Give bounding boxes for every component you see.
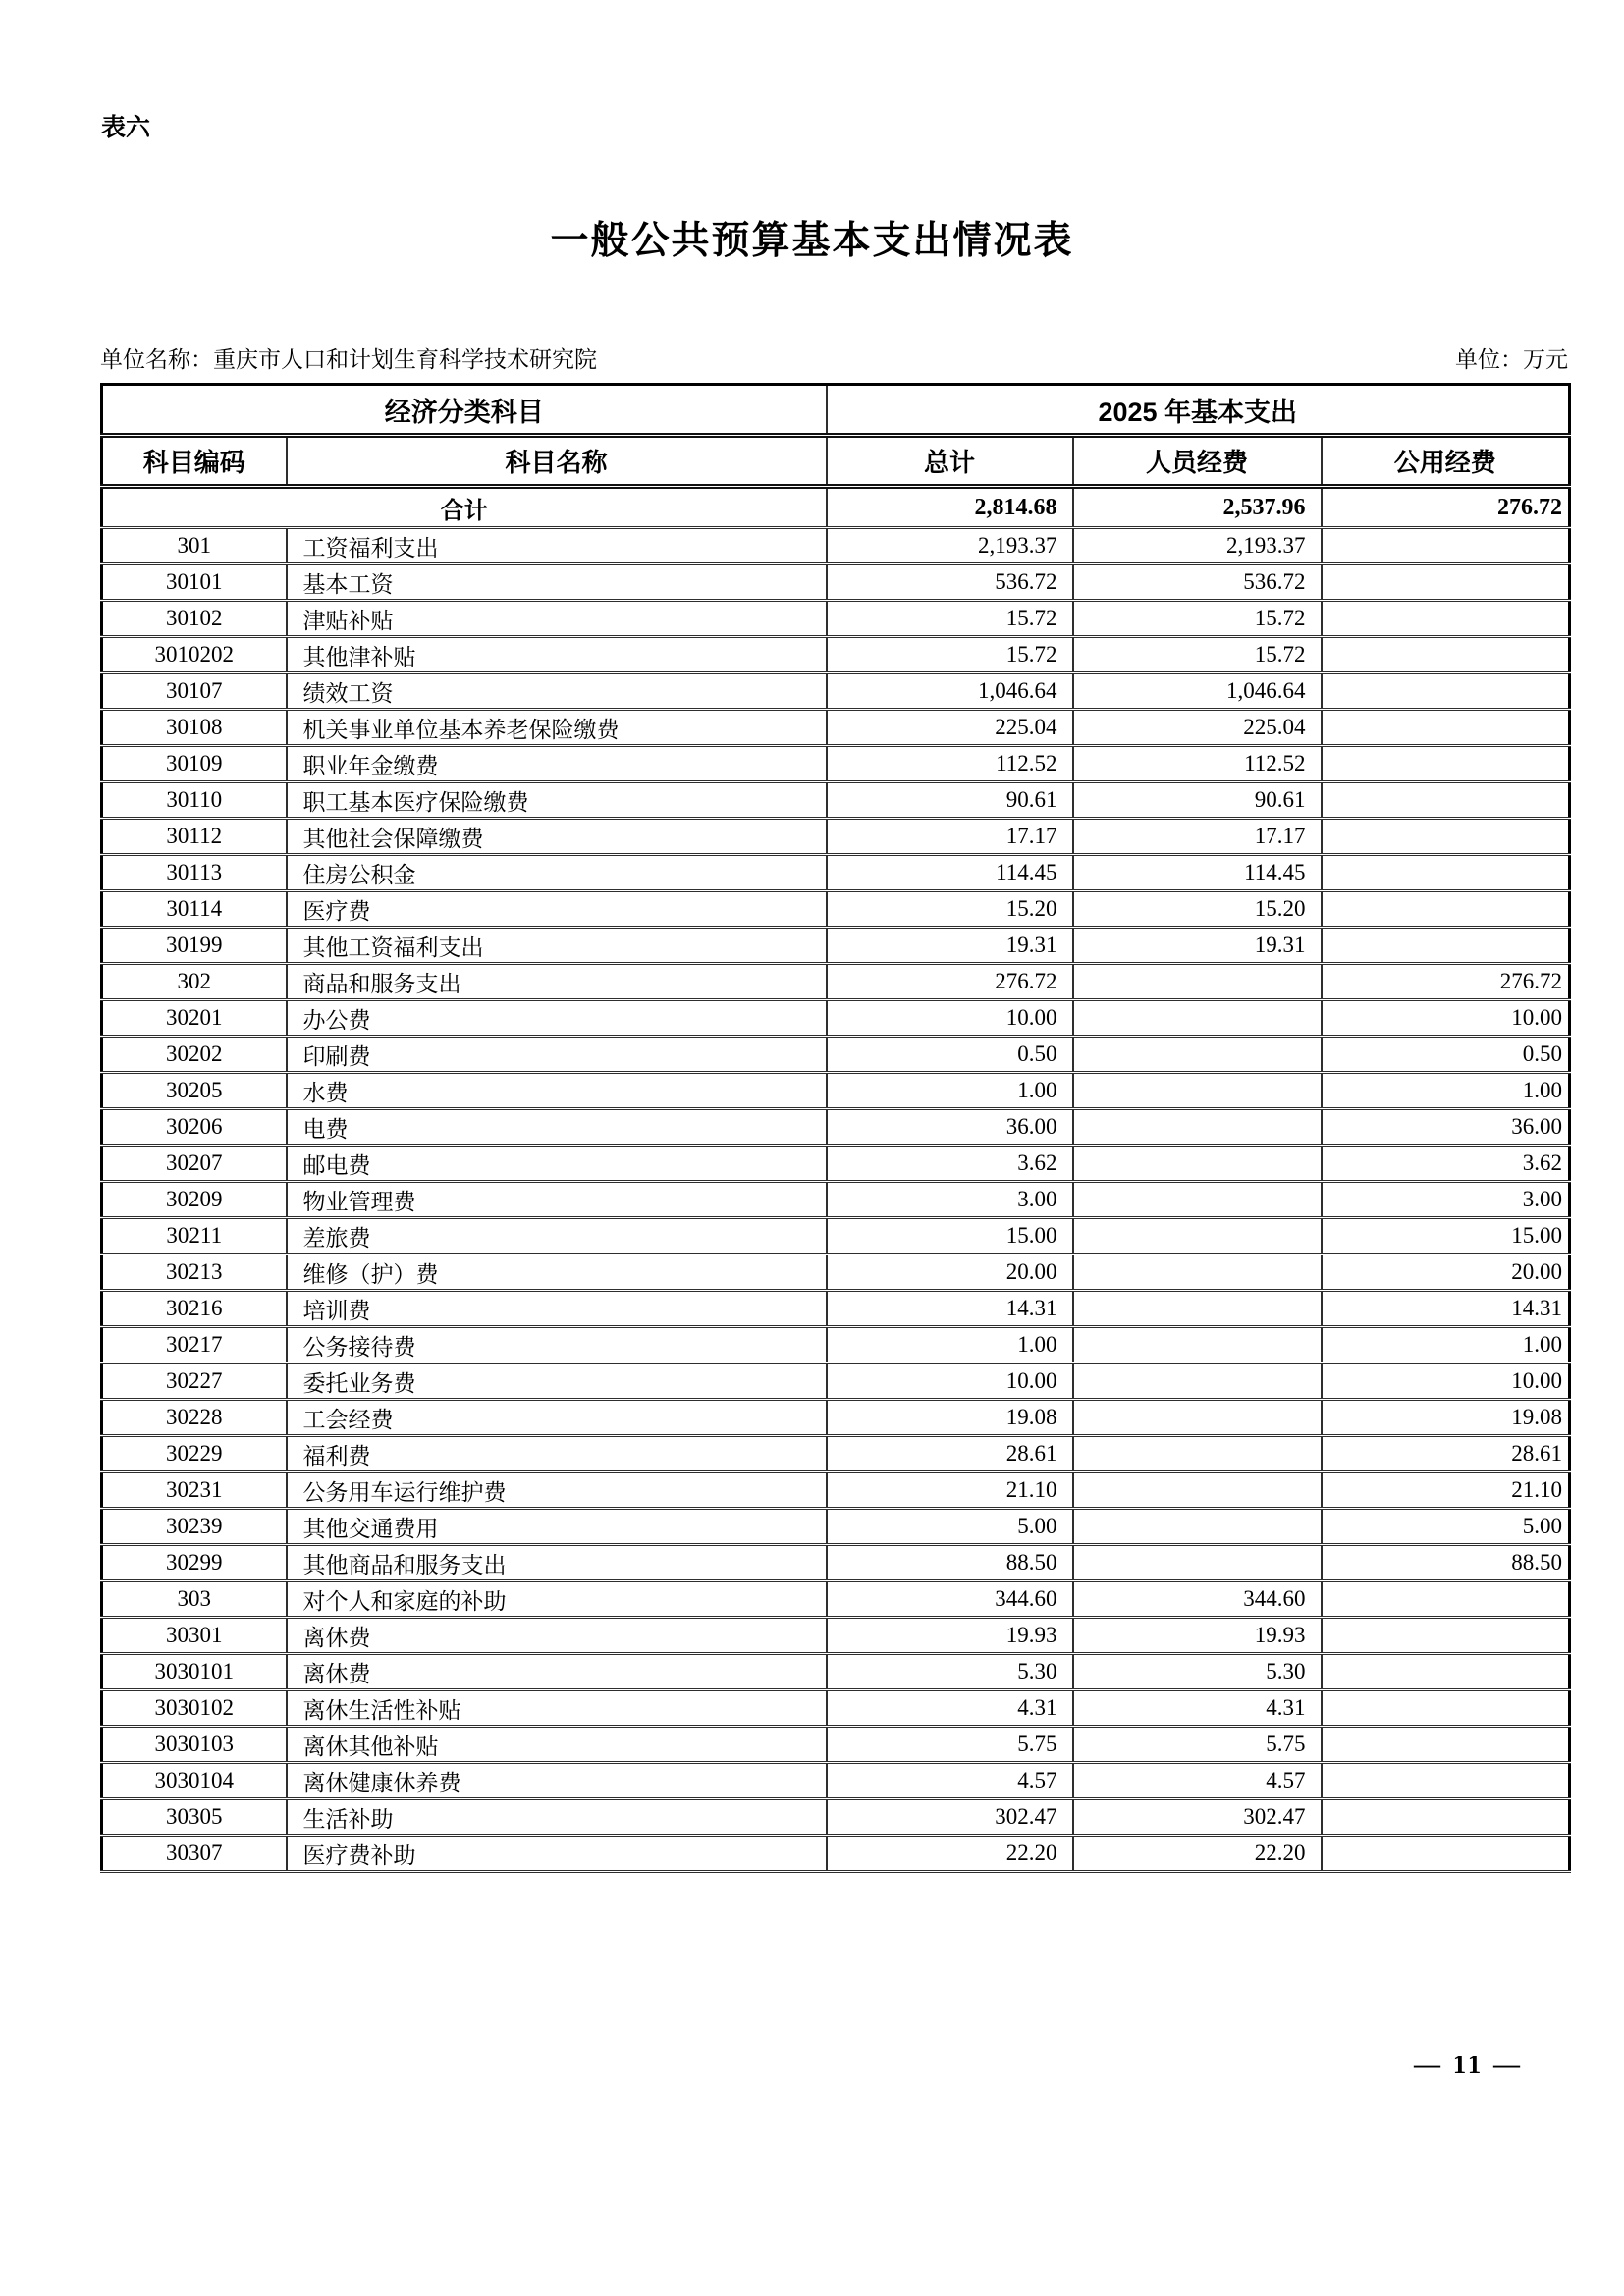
table-row bbox=[102, 1218, 1570, 1255]
unit-name-label: 单位名称：重庆市人口和计划生育科学技术研究院 bbox=[100, 347, 597, 372]
cell-personnel-funds: 302.47 bbox=[1073, 1799, 1322, 1836]
cell-subject-name: 公务用车运行维护费 bbox=[287, 1472, 827, 1509]
table-row bbox=[102, 855, 1570, 891]
cell-subject-code: 30202 bbox=[102, 1037, 287, 1073]
cell-personnel-funds bbox=[1073, 1327, 1322, 1363]
cell-total: 1.00 bbox=[827, 1073, 1073, 1109]
cell-total: 302.47 bbox=[827, 1799, 1073, 1836]
cell-total: 114.45 bbox=[827, 855, 1073, 891]
table-row bbox=[102, 964, 1570, 1000]
cell-subject-code: 30102 bbox=[102, 601, 287, 637]
cell-total: 14.31 bbox=[827, 1291, 1073, 1327]
table-row bbox=[102, 891, 1570, 928]
cell-public-funds: 19.08 bbox=[1322, 1400, 1570, 1436]
cell-subject-name: 印刷费 bbox=[287, 1037, 827, 1073]
cell-total: 5.75 bbox=[827, 1727, 1073, 1763]
cell-public-funds: 15.00 bbox=[1322, 1218, 1570, 1255]
table-row bbox=[102, 1545, 1570, 1581]
cell-subject-name: 基本工资 bbox=[287, 564, 827, 601]
cell-personnel-funds bbox=[1073, 1182, 1322, 1218]
cell-personnel-funds bbox=[1073, 1509, 1322, 1545]
table-row bbox=[102, 1291, 1570, 1327]
cell-public-funds: 88.50 bbox=[1322, 1545, 1570, 1581]
cell-subject-code: 3010202 bbox=[102, 637, 287, 673]
cell-total: 4.31 bbox=[827, 1690, 1073, 1727]
cell-subject-name: 电费 bbox=[287, 1109, 827, 1146]
cell-public-funds: 14.31 bbox=[1322, 1291, 1570, 1327]
cell-subject-name: 其他工资福利支出 bbox=[287, 928, 827, 964]
table-row bbox=[102, 928, 1570, 964]
cell-subject-name: 差旅费 bbox=[287, 1218, 827, 1255]
table-row bbox=[102, 1836, 1570, 1872]
cell-subject-code: 30199 bbox=[102, 928, 287, 964]
cell-subject-code: 30207 bbox=[102, 1146, 287, 1182]
cell-subject-name: 公务接待费 bbox=[287, 1327, 827, 1363]
cell-personnel-funds: 112.52 bbox=[1073, 746, 1322, 782]
cell-public-funds bbox=[1322, 1727, 1570, 1763]
cell-total: 344.60 bbox=[827, 1581, 1073, 1618]
cell-subject-code: 30299 bbox=[102, 1545, 287, 1581]
cell-total: 10.00 bbox=[827, 1363, 1073, 1400]
cell-subject-code: 30229 bbox=[102, 1436, 287, 1472]
table-row bbox=[102, 1763, 1570, 1799]
total-row bbox=[102, 487, 1570, 528]
table-row bbox=[102, 1727, 1570, 1763]
cell-total: 21.10 bbox=[827, 1472, 1073, 1509]
cell-subject-code: 30216 bbox=[102, 1291, 287, 1327]
cell-subject-code: 30231 bbox=[102, 1472, 287, 1509]
cell-public-funds bbox=[1322, 855, 1570, 891]
cell-public-funds: 1.00 bbox=[1322, 1327, 1570, 1363]
cell-total-personnel: 2,537.96 bbox=[1073, 487, 1322, 528]
table-row bbox=[102, 1255, 1570, 1291]
cell-personnel-funds: 114.45 bbox=[1073, 855, 1322, 891]
cell-personnel-funds: 344.60 bbox=[1073, 1581, 1322, 1618]
cell-subject-name: 其他交通费用 bbox=[287, 1509, 827, 1545]
cell-personnel-funds: 15.72 bbox=[1073, 601, 1322, 637]
cell-subject-code: 30110 bbox=[102, 782, 287, 819]
cell-subject-name: 职工基本医疗保险缴费 bbox=[287, 782, 827, 819]
cell-personnel-funds bbox=[1073, 1146, 1322, 1182]
cell-total: 1.00 bbox=[827, 1327, 1073, 1363]
cell-subject-name: 生活补助 bbox=[287, 1799, 827, 1836]
cell-subject-name: 医疗费补助 bbox=[287, 1836, 827, 1872]
cell-total: 15.00 bbox=[827, 1218, 1073, 1255]
cell-personnel-funds: 4.31 bbox=[1073, 1690, 1322, 1727]
cell-subject-code: 30109 bbox=[102, 746, 287, 782]
cell-subject-name: 委托业务费 bbox=[287, 1363, 827, 1400]
cell-total: 5.00 bbox=[827, 1509, 1073, 1545]
cell-public-funds: 20.00 bbox=[1322, 1255, 1570, 1291]
cell-subject-name: 职业年金缴费 bbox=[287, 746, 827, 782]
cell-public-funds bbox=[1322, 528, 1570, 564]
cell-total: 88.50 bbox=[827, 1545, 1073, 1581]
cell-personnel-funds bbox=[1073, 1545, 1322, 1581]
cell-subject-name: 其他津补贴 bbox=[287, 637, 827, 673]
cell-subject-name: 其他商品和服务支出 bbox=[287, 1545, 827, 1581]
cell-subject-name: 离休生活性补贴 bbox=[287, 1690, 827, 1727]
table-row bbox=[102, 1654, 1570, 1690]
cell-subject-name: 邮电费 bbox=[287, 1146, 827, 1182]
cell-personnel-funds: 15.20 bbox=[1073, 891, 1322, 928]
cell-personnel-funds bbox=[1073, 1073, 1322, 1109]
cell-subject-code: 30114 bbox=[102, 891, 287, 928]
cell-personnel-funds bbox=[1073, 1037, 1322, 1073]
cell-subject-code: 30205 bbox=[102, 1073, 287, 1109]
cell-total-sum: 2,814.68 bbox=[827, 487, 1073, 528]
cell-public-funds bbox=[1322, 710, 1570, 746]
cell-subject-code: 30217 bbox=[102, 1327, 287, 1363]
cell-personnel-funds: 19.31 bbox=[1073, 928, 1322, 964]
cell-subject-code: 3030101 bbox=[102, 1654, 287, 1690]
cell-subject-name: 医疗费 bbox=[287, 891, 827, 928]
cell-public-funds bbox=[1322, 601, 1570, 637]
cell-subject-name: 离休费 bbox=[287, 1654, 827, 1690]
cell-public-funds bbox=[1322, 928, 1570, 964]
cell-total: 90.61 bbox=[827, 782, 1073, 819]
table-row bbox=[102, 1618, 1570, 1654]
cell-personnel-funds bbox=[1073, 1363, 1322, 1400]
cell-subject-code: 30239 bbox=[102, 1509, 287, 1545]
table-row bbox=[102, 746, 1570, 782]
header-group-row bbox=[102, 385, 1570, 436]
cell-total: 112.52 bbox=[827, 746, 1073, 782]
cell-subject-name: 对个人和家庭的补助 bbox=[287, 1581, 827, 1618]
table-body bbox=[102, 487, 1570, 1872]
cell-subject-name: 培训费 bbox=[287, 1291, 827, 1327]
cell-subject-code: 301 bbox=[102, 528, 287, 564]
cell-public-funds bbox=[1322, 637, 1570, 673]
cell-personnel-funds bbox=[1073, 1436, 1322, 1472]
col-header-subject-name: 科目名称 bbox=[287, 436, 827, 487]
cell-public-funds: 5.00 bbox=[1322, 1509, 1570, 1545]
cell-personnel-funds: 1,046.64 bbox=[1073, 673, 1322, 710]
cell-total: 225.04 bbox=[827, 710, 1073, 746]
cell-total-label: 合计 bbox=[102, 487, 827, 528]
cell-public-funds: 3.62 bbox=[1322, 1146, 1570, 1182]
cell-subject-name: 离休费 bbox=[287, 1618, 827, 1654]
cell-public-funds bbox=[1322, 1690, 1570, 1727]
cell-subject-code: 303 bbox=[102, 1581, 287, 1618]
cell-public-funds: 276.72 bbox=[1322, 964, 1570, 1000]
cell-total: 1,046.64 bbox=[827, 673, 1073, 710]
cell-personnel-funds bbox=[1073, 1472, 1322, 1509]
cell-personnel-funds: 15.72 bbox=[1073, 637, 1322, 673]
table-row bbox=[102, 601, 1570, 637]
cell-public-funds bbox=[1322, 1581, 1570, 1618]
cell-subject-name: 津贴补贴 bbox=[287, 601, 827, 637]
cell-public-funds: 10.00 bbox=[1322, 1363, 1570, 1400]
cell-personnel-funds bbox=[1073, 1000, 1322, 1037]
cell-subject-name: 绩效工资 bbox=[287, 673, 827, 710]
table-row bbox=[102, 564, 1570, 601]
cell-subject-name: 机关事业单位基本养老保险缴费 bbox=[287, 710, 827, 746]
cell-subject-name: 维修（护）费 bbox=[287, 1255, 827, 1291]
table-row bbox=[102, 1799, 1570, 1836]
cell-public-funds bbox=[1322, 1618, 1570, 1654]
cell-personnel-funds: 536.72 bbox=[1073, 564, 1322, 601]
cell-total: 3.62 bbox=[827, 1146, 1073, 1182]
cell-subject-name: 工会经费 bbox=[287, 1400, 827, 1436]
cell-total: 15.72 bbox=[827, 637, 1073, 673]
table-row bbox=[102, 637, 1570, 673]
cell-personnel-funds: 5.75 bbox=[1073, 1727, 1322, 1763]
cell-subject-code: 30211 bbox=[102, 1218, 287, 1255]
header-2025-basic-expenditure: 2025 年基本支出 bbox=[827, 385, 1570, 436]
cell-total: 19.08 bbox=[827, 1400, 1073, 1436]
cell-total: 15.72 bbox=[827, 601, 1073, 637]
cell-total: 36.00 bbox=[827, 1109, 1073, 1146]
cell-subject-name: 物业管理费 bbox=[287, 1182, 827, 1218]
cell-public-funds bbox=[1322, 1799, 1570, 1836]
cell-personnel-funds: 225.04 bbox=[1073, 710, 1322, 746]
cell-subject-code: 30101 bbox=[102, 564, 287, 601]
cell-total: 0.50 bbox=[827, 1037, 1073, 1073]
header-columns-row bbox=[102, 436, 1570, 487]
cell-total: 22.20 bbox=[827, 1836, 1073, 1872]
cell-subject-code: 302 bbox=[102, 964, 287, 1000]
table-row bbox=[102, 1037, 1570, 1073]
cell-public-funds: 1.00 bbox=[1322, 1073, 1570, 1109]
cell-subject-name: 福利费 bbox=[287, 1436, 827, 1472]
cell-subject-code: 30227 bbox=[102, 1363, 287, 1400]
cell-personnel-funds bbox=[1073, 1291, 1322, 1327]
cell-subject-code: 30206 bbox=[102, 1109, 287, 1146]
cell-public-funds: 21.10 bbox=[1322, 1472, 1570, 1509]
cell-total: 19.31 bbox=[827, 928, 1073, 964]
cell-public-funds: 3.00 bbox=[1322, 1182, 1570, 1218]
cell-total: 10.00 bbox=[827, 1000, 1073, 1037]
cell-subject-name: 办公费 bbox=[287, 1000, 827, 1037]
cell-total: 536.72 bbox=[827, 564, 1073, 601]
cell-subject-code: 3030103 bbox=[102, 1727, 287, 1763]
cell-subject-name: 商品和服务支出 bbox=[287, 964, 827, 1000]
cell-total: 17.17 bbox=[827, 819, 1073, 855]
cell-personnel-funds bbox=[1073, 1255, 1322, 1291]
cell-personnel-funds bbox=[1073, 1400, 1322, 1436]
cell-subject-code: 30112 bbox=[102, 819, 287, 855]
table-row bbox=[102, 819, 1570, 855]
cell-public-funds bbox=[1322, 1763, 1570, 1799]
table-sequence-label: 表六 bbox=[101, 114, 151, 141]
table-row bbox=[102, 1146, 1570, 1182]
cell-public-funds: 28.61 bbox=[1322, 1436, 1570, 1472]
currency-unit-label: 单位：万元 bbox=[1455, 347, 1568, 372]
cell-subject-name: 水费 bbox=[287, 1073, 827, 1109]
table-row bbox=[102, 710, 1570, 746]
cell-total: 19.93 bbox=[827, 1618, 1073, 1654]
page-number: — 11 — bbox=[1413, 2050, 1523, 2079]
table-header bbox=[102, 385, 1570, 487]
cell-subject-code: 30307 bbox=[102, 1836, 287, 1872]
cell-total: 2,193.37 bbox=[827, 528, 1073, 564]
meta-row bbox=[100, 342, 1568, 374]
cell-subject-code: 30209 bbox=[102, 1182, 287, 1218]
table-row bbox=[102, 1000, 1570, 1037]
cell-personnel-funds: 22.20 bbox=[1073, 1836, 1322, 1872]
cell-subject-name: 其他社会保障缴费 bbox=[287, 819, 827, 855]
cell-subject-code: 30305 bbox=[102, 1799, 287, 1836]
table-row bbox=[102, 673, 1570, 710]
cell-total-public: 276.72 bbox=[1322, 487, 1570, 528]
cell-personnel-funds: 2,193.37 bbox=[1073, 528, 1322, 564]
cell-public-funds bbox=[1322, 1836, 1570, 1872]
cell-personnel-funds: 17.17 bbox=[1073, 819, 1322, 855]
budget-table bbox=[100, 383, 1571, 1873]
cell-public-funds bbox=[1322, 1654, 1570, 1690]
cell-public-funds: 0.50 bbox=[1322, 1037, 1570, 1073]
cell-subject-name: 离休其他补贴 bbox=[287, 1727, 827, 1763]
cell-subject-name: 住房公积金 bbox=[287, 855, 827, 891]
cell-personnel-funds: 19.93 bbox=[1073, 1618, 1322, 1654]
cell-personnel-funds: 5.30 bbox=[1073, 1654, 1322, 1690]
table-row bbox=[102, 1581, 1570, 1618]
cell-subject-code: 3030104 bbox=[102, 1763, 287, 1799]
table-row bbox=[102, 1690, 1570, 1727]
cell-total: 4.57 bbox=[827, 1763, 1073, 1799]
cell-subject-code: 30201 bbox=[102, 1000, 287, 1037]
cell-public-funds bbox=[1322, 746, 1570, 782]
cell-public-funds bbox=[1322, 564, 1570, 601]
table-row bbox=[102, 1400, 1570, 1436]
cell-total: 3.00 bbox=[827, 1182, 1073, 1218]
table-row bbox=[102, 1436, 1570, 1472]
col-header-total: 总计 bbox=[827, 436, 1073, 487]
col-header-personnel-funds: 人员经费 bbox=[1073, 436, 1322, 487]
cell-personnel-funds: 4.57 bbox=[1073, 1763, 1322, 1799]
cell-public-funds bbox=[1322, 782, 1570, 819]
cell-total: 28.61 bbox=[827, 1436, 1073, 1472]
table-row bbox=[102, 528, 1570, 564]
table-row bbox=[102, 1073, 1570, 1109]
cell-subject-name: 离休健康休养费 bbox=[287, 1763, 827, 1799]
cell-subject-code: 30108 bbox=[102, 710, 287, 746]
col-header-subject-code: 科目编码 bbox=[102, 436, 287, 487]
table-row bbox=[102, 1472, 1570, 1509]
cell-public-funds: 10.00 bbox=[1322, 1000, 1570, 1037]
cell-subject-name: 工资福利支出 bbox=[287, 528, 827, 564]
table-row bbox=[102, 1509, 1570, 1545]
cell-public-funds bbox=[1322, 673, 1570, 710]
cell-subject-code: 30301 bbox=[102, 1618, 287, 1654]
cell-public-funds: 36.00 bbox=[1322, 1109, 1570, 1146]
table-row bbox=[102, 1363, 1570, 1400]
cell-subject-code: 30113 bbox=[102, 855, 287, 891]
table-row bbox=[102, 1109, 1570, 1146]
header-economic-classification: 经济分类科目 bbox=[102, 385, 827, 436]
cell-public-funds bbox=[1322, 891, 1570, 928]
cell-total: 5.30 bbox=[827, 1654, 1073, 1690]
cell-subject-code: 3030102 bbox=[102, 1690, 287, 1727]
col-header-public-funds: 公用经费 bbox=[1322, 436, 1570, 487]
table-row bbox=[102, 1182, 1570, 1218]
page-title: 一般公共预算基本支出情况表 bbox=[550, 220, 1074, 262]
cell-total: 20.00 bbox=[827, 1255, 1073, 1291]
cell-subject-code: 30107 bbox=[102, 673, 287, 710]
cell-subject-code: 30213 bbox=[102, 1255, 287, 1291]
cell-personnel-funds bbox=[1073, 1218, 1322, 1255]
cell-personnel-funds: 90.61 bbox=[1073, 782, 1322, 819]
table-row bbox=[102, 782, 1570, 819]
cell-personnel-funds bbox=[1073, 964, 1322, 1000]
cell-total: 276.72 bbox=[827, 964, 1073, 1000]
cell-public-funds bbox=[1322, 819, 1570, 855]
cell-personnel-funds bbox=[1073, 1109, 1322, 1146]
table-row bbox=[102, 1327, 1570, 1363]
cell-subject-code: 30228 bbox=[102, 1400, 287, 1436]
cell-total: 15.20 bbox=[827, 891, 1073, 928]
